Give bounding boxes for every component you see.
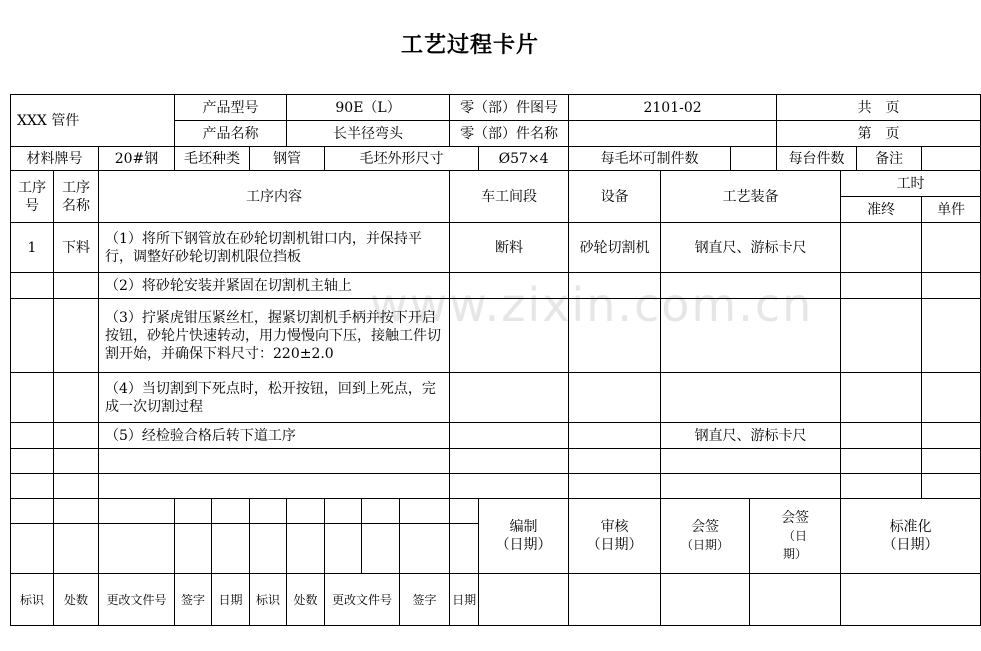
op-equipment <box>569 423 661 449</box>
op-unit <box>922 273 981 299</box>
op-name <box>54 273 99 299</box>
remark-value <box>922 147 981 171</box>
op-prep-final <box>841 423 922 449</box>
op-name <box>54 423 99 449</box>
rev-change-doc-2: 更改文件号 <box>325 574 400 626</box>
op-content: （4）当切割到下死点时，松开按钮，回到上死点，完成一次切割过程 <box>99 373 450 423</box>
op-tooling <box>661 299 841 373</box>
op-workshop <box>450 423 569 449</box>
blank-type-value: 钢管 <box>250 147 325 171</box>
col-unit: 单件 <box>922 197 981 223</box>
parts-per-blank-label: 每毛坏可制件数 <box>569 147 731 171</box>
rev-mark-2: 标识 <box>250 574 287 626</box>
product-name-value: 长半径弯头 <box>287 121 450 147</box>
parts-per-unit-label: 每台件数 <box>777 147 857 171</box>
product-model-label: 产品型号 <box>175 95 287 121</box>
remark-label: 备注 <box>857 147 922 171</box>
op-content: （2）将砂轮安装并紧固在切割机主轴上 <box>99 273 450 299</box>
op-tooling <box>661 373 841 423</box>
op-unit <box>922 423 981 449</box>
op-prep-final <box>841 273 922 299</box>
op-prep-final <box>841 373 922 423</box>
op-content: （1）将所下钢管放在砂轮切割机钳口内，并保持平行，调整好砂轮切割机限位挡板 <box>99 223 450 273</box>
page-title: 工艺过程卡片 <box>400 33 539 58</box>
part-drawing-label: 零（部）件图号 <box>450 95 569 121</box>
op-equipment <box>569 373 661 423</box>
op-equipment <box>569 299 661 373</box>
signoff-standardize: 标准化 （日期） <box>841 499 981 574</box>
op-tooling: 钢直尺、游标卡尺 <box>661 223 841 273</box>
op-content: （3）拧紧虎钳压紧丝杠，握紧切割机手柄并按下开启按钮，砂轮片快速转动，用力慢慢向下压，接触工件切割开始，并确保下料尺寸：220±2.0 <box>99 299 450 373</box>
col-op-content: 工序内容 <box>99 171 450 223</box>
parts-per-blank-value <box>731 147 777 171</box>
op-unit <box>922 299 981 373</box>
rev-sign-2: 签字 <box>400 574 450 626</box>
op-no <box>11 423 54 449</box>
rev-sign: 签字 <box>175 574 212 626</box>
op-unit <box>922 223 981 273</box>
op-tooling <box>661 273 841 299</box>
blank-size-value: Ø57×4 <box>479 147 569 171</box>
rev-place-2: 处数 <box>287 574 325 626</box>
product-name-label: 产品名称 <box>175 121 287 147</box>
rev-date: 日期 <box>212 574 250 626</box>
page-label: 第 页 <box>777 121 981 147</box>
col-op-no: 工序号 <box>11 171 54 223</box>
rev-mark: 标识 <box>11 574 54 626</box>
op-prep-final <box>841 223 922 273</box>
op-name <box>54 299 99 373</box>
op-tooling: 钢直尺、游标卡尺 <box>661 423 841 449</box>
op-no <box>11 299 54 373</box>
watermark: www.zixin.com.cn <box>370 278 814 332</box>
material-grade-value: 20#钢 <box>99 147 175 171</box>
signoff-compile: 编制 （日期） <box>479 499 569 574</box>
op-name: 下料 <box>54 223 99 273</box>
part-drawing-value: 2101-02 <box>569 95 777 121</box>
op-workshop <box>450 373 569 423</box>
blank-size-label: 毛坯外形尺寸 <box>325 147 479 171</box>
col-workshop: 车工间段 <box>450 171 569 223</box>
col-prep-final: 准终 <box>841 197 922 223</box>
op-workshop <box>450 299 569 373</box>
material-grade-label: 材料牌号 <box>11 147 99 171</box>
op-unit <box>922 373 981 423</box>
rev-place: 处数 <box>54 574 99 626</box>
op-no <box>11 273 54 299</box>
op-workshop <box>450 273 569 299</box>
product-model-value: 90E（L） <box>287 95 450 121</box>
total-pages-label: 共 页 <box>777 95 981 121</box>
op-no: 1 <box>11 223 54 273</box>
op-equipment: 砂轮切割机 <box>569 223 661 273</box>
col-tooling: 工艺装备 <box>661 171 841 223</box>
rev-change-doc: 更改文件号 <box>99 574 175 626</box>
part-name-value <box>569 121 777 147</box>
part-name-label: 零（部）件名称 <box>450 121 569 147</box>
signoff-review: 审核 （日期） <box>569 499 661 574</box>
company-name: XXX 管件 <box>11 95 175 147</box>
op-no <box>11 373 54 423</box>
op-name <box>54 373 99 423</box>
process-card-table <box>10 94 981 626</box>
signoff-countersign: 会签 （日期） <box>661 499 750 574</box>
signoff-countersign-2: 会签 （日 期） <box>750 499 841 574</box>
rev-date-2: 日期 <box>450 574 479 626</box>
col-op-name: 工序名称 <box>54 171 99 223</box>
op-prep-final <box>841 299 922 373</box>
col-man-hours: 工时 <box>841 171 981 197</box>
blank-type-label: 毛坯种类 <box>175 147 250 171</box>
col-equipment: 设备 <box>569 171 661 223</box>
op-workshop: 断料 <box>450 223 569 273</box>
op-equipment <box>569 273 661 299</box>
op-content: （5）经检验合格后转下道工序 <box>99 423 450 449</box>
